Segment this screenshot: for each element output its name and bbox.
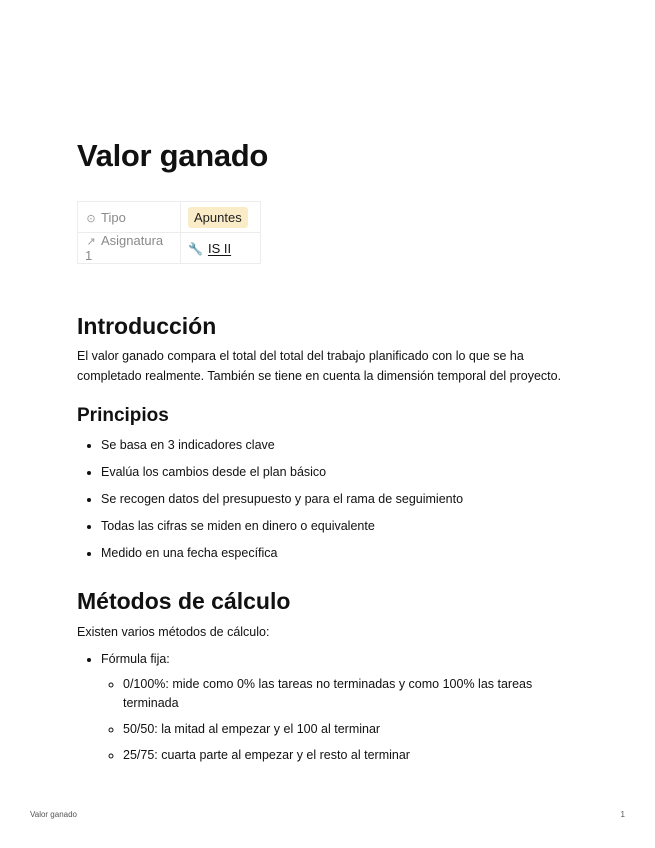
method-label: Fórmula fija: bbox=[101, 652, 170, 666]
sub-list-item: ◦ 0/100%: mide como 0% las tareas no terminadas y como 100% las tareas terminada bbox=[123, 675, 591, 713]
select-icon: ⊙ bbox=[86, 212, 96, 225]
page-title: Valor ganado bbox=[77, 138, 269, 173]
intro-paragraph: El valor ganado compara el total del total del trabajo planificado con lo que se ha completado realmente. También se tiene en cuenta la dimensión temporal del proyecto. bbox=[77, 349, 562, 383]
heading-introduccion: Introducción bbox=[77, 313, 217, 339]
page-number: 1 bbox=[620, 810, 625, 819]
heading-principios: Principios bbox=[77, 405, 169, 426]
list-item: • Medido en una fecha específica bbox=[101, 543, 591, 563]
list-item: • Se recogen datos del presupuesto y para el rama de seguimiento bbox=[101, 489, 591, 509]
methods-list bbox=[77, 649, 591, 772]
property-row-tipo bbox=[78, 202, 261, 233]
footer-title: Valor ganado bbox=[30, 810, 77, 819]
sub-list-item: ◦ 25/75: cuarta parte al empezar y el resto al terminar bbox=[123, 746, 591, 765]
tag-badge[interactable]: Apuntes bbox=[188, 207, 248, 228]
heading-metodos: Métodos de cálculo bbox=[77, 588, 291, 614]
sub-list-item: ◦ 50/50: la mitad al empezar y el 100 al terminar bbox=[123, 720, 591, 739]
property-key: Asignatura 1 bbox=[85, 233, 164, 263]
sub-list bbox=[101, 675, 591, 765]
list-item: • Evalúa los cambios desde el plan básico bbox=[101, 462, 591, 482]
list-item bbox=[101, 649, 591, 765]
relation-link[interactable]: IS II bbox=[207, 240, 232, 256]
wrench-icon: 🔧 bbox=[188, 241, 203, 256]
list-item: • Todas las cifras se miden en dinero o equivalente bbox=[101, 516, 591, 536]
property-row-asignatura bbox=[78, 233, 261, 264]
properties-table bbox=[77, 201, 261, 264]
principles-list bbox=[77, 435, 591, 570]
property-key: Tipo bbox=[101, 209, 126, 225]
list-item: • Se basa en 3 indicadores clave bbox=[101, 435, 591, 455]
relation-arrow-icon: ↗ bbox=[86, 236, 96, 248]
methods-intro: Existen varios métodos de cálculo: bbox=[77, 625, 270, 639]
